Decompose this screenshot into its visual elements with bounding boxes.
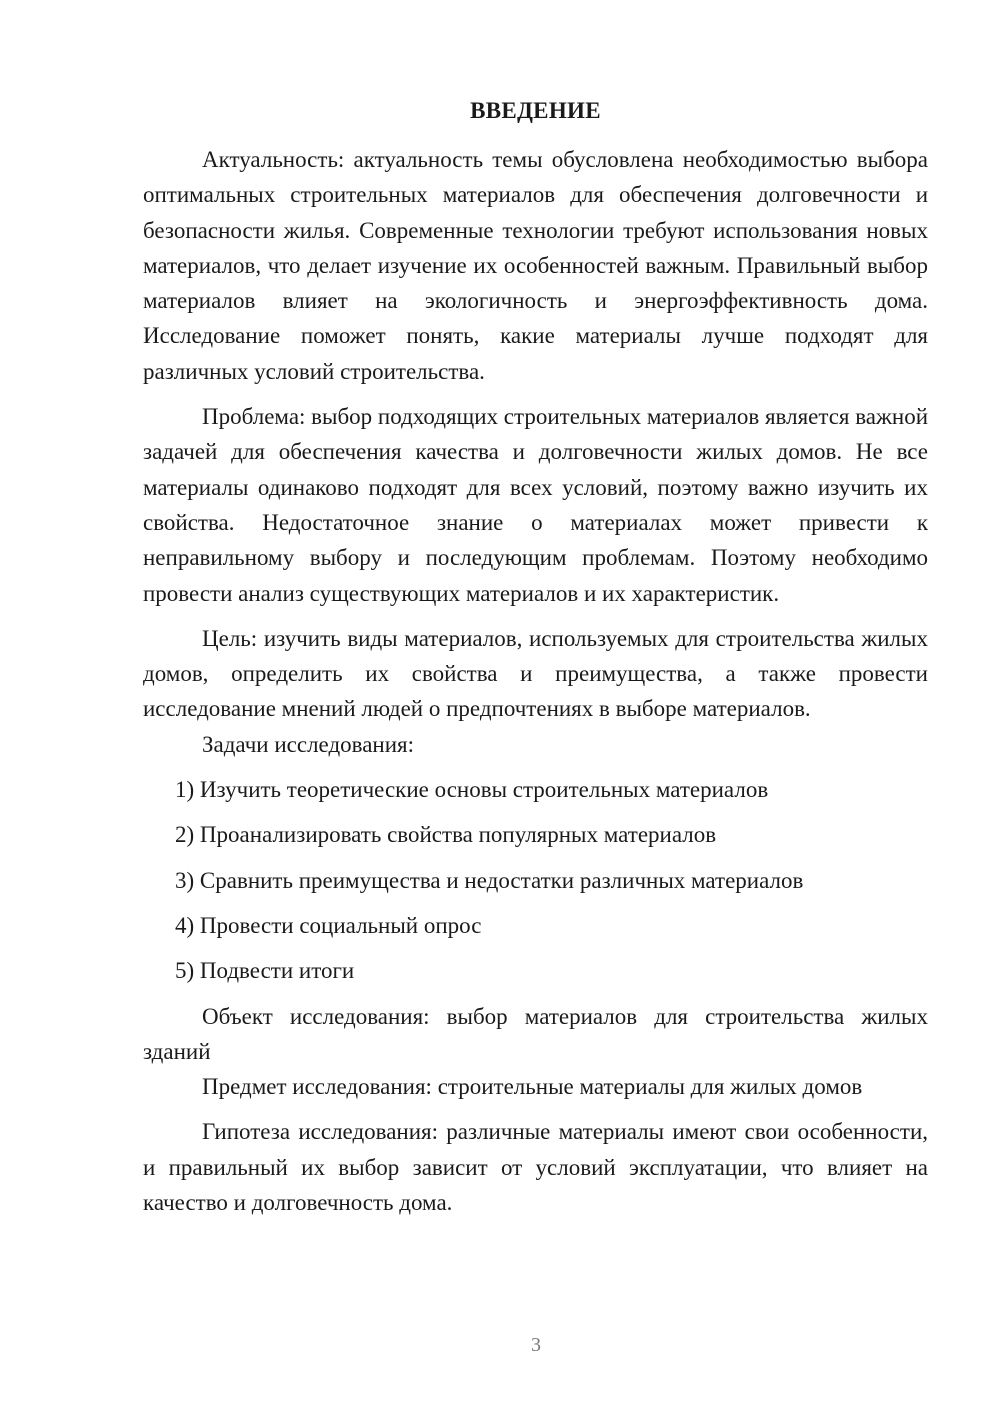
page-title: ВВЕДЕНИЕ — [470, 98, 601, 123]
tasks-heading: Задачи исследования: — [202, 731, 415, 757]
problem-paragraph: Проблема: выбор подходящих строительных материалов является важной задачей для обеспечения качества и долговечности жилых домов. Не все материалы одинаково подходят для всех условий, поэтому важно изучить их свойства. Недостаточное знание о материалах может привести к неправильному выбору и последующим проблемам. Поэтому необходимо провести анализ существующих материалов и их характеристик. — [143, 404, 929, 606]
page-number: 3 — [531, 1334, 541, 1356]
document-body — [143, 142, 928, 1220]
task-item-3: 3) Сравнить преимущества и недостатки различных материалов — [175, 867, 804, 893]
relevance-paragraph: Актуальность: актуальность темы обусловлена необходимостью выбора оптимальных строительных материалов для обеспечения долговечности и безопасности жилья. Современные технологии требуют использования новых материалов, что делает изучение их особенностей важным. Правильный выбор материалов влияет на экологичность и энергоэффективность дома. Исследование поможет понять, какие материалы лучше подходят для различных условий строительства. — [143, 147, 928, 384]
object-paragraph: Объект исследования: выбор материалов для строительства жилых зданий — [143, 1003, 928, 1064]
goal-paragraph: Цель: изучить виды материалов, используемых для строительства жилых домов, определить их свойства и преимущества, а также провести исследование мнений людей о предпочтениях в выборе материалов. — [143, 625, 928, 722]
task-item-5: 5) Подвести итоги — [175, 958, 355, 984]
hypothesis-paragraph: Гипотеза исследования: различные материалы имеют свои особенности, и правильный их выбор зависит от условий эксплуатации, что влияет на качество и долговечность дома. — [143, 1119, 928, 1216]
task-item-2: 2) Проанализировать свойства популярных материалов — [175, 822, 717, 848]
subject-paragraph: Предмет исследования: строительные материалы для жилых домов — [202, 1074, 863, 1100]
task-item-4: 4) Провести социальный опрос — [175, 912, 482, 938]
task-item-1: 1) Изучить теоретические основы строительных материалов — [175, 777, 769, 803]
